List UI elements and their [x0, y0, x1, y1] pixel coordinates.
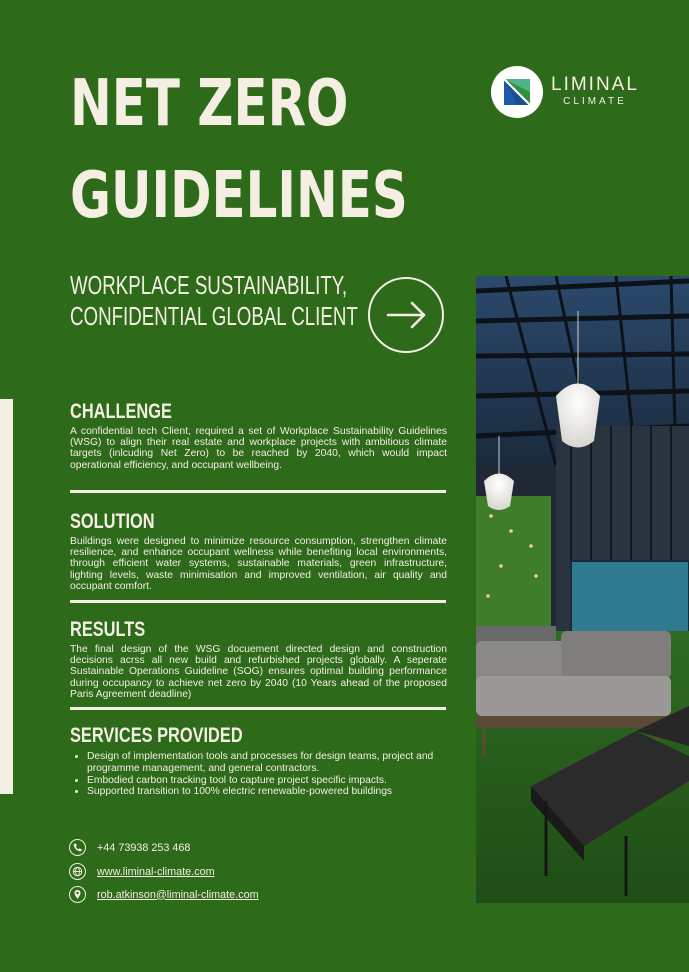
liminal-climate-logo	[491, 66, 639, 118]
contact-website	[69, 863, 215, 880]
office-interior-photo	[476, 276, 689, 903]
title-line-1: NET ZERO	[70, 67, 349, 141]
logo-subtitle: CLIMATE	[563, 96, 627, 107]
logo-name: LIMINAL	[551, 74, 639, 95]
challenge-section	[70, 400, 447, 471]
results-section	[70, 618, 447, 700]
page-title	[70, 58, 408, 242]
title-line-2: GUIDELINES	[70, 159, 408, 233]
solution-heading: SOLUTION	[70, 510, 155, 533]
results-heading: RESULTS	[70, 618, 146, 641]
list-item: • Supported transition to 100% electric renewable-powered buildings	[87, 786, 447, 798]
phone-icon	[69, 839, 86, 856]
location-pin-icon	[69, 886, 86, 903]
list-item: • Embodied carbon tracking tool to capture project specific impacts.	[87, 775, 447, 787]
subtitle-line-2: CONFIDENTIAL GLOBAL CLIENT	[70, 301, 358, 331]
results-body: The final design of the WSG docuement directed design and construction decisions acrss all new build and refurbished projects globally. A seperate Sustainable Operations Guideline (SOG) ensures optimal building performance during occupancy to achieve net zero by 2040 (10 Years ahead of the proposed Paris Agreement deadline)	[70, 644, 447, 700]
section-divider	[70, 707, 446, 710]
services-heading: SERVICES PROVIDED	[70, 724, 243, 747]
contact-phone	[69, 839, 190, 856]
logo-mark-icon	[491, 66, 543, 118]
arrow-right-button[interactable]	[368, 277, 444, 353]
contact-email	[69, 886, 259, 903]
solution-section	[70, 510, 447, 592]
globe-icon	[69, 863, 86, 880]
section-divider	[70, 600, 446, 603]
side-accent-bar	[0, 399, 13, 794]
website-link[interactable]: www.liminal-climate.com	[97, 865, 215, 878]
services-list	[70, 751, 447, 798]
list-item: • Design of implementation tools and processes for design teams, project and programme management, and general contractors.	[87, 751, 447, 775]
project-subtitle	[70, 270, 358, 332]
challenge-body: A confidential tech Client, required a set of Workplace Sustainability Guidelines (WSG) to align their real estate and workplace projects with ambitious climate targets (inlcuding Net Zero) to be reached by 2040, which would impact operational efficiency, and occupant wellbeing.	[70, 426, 447, 471]
section-divider	[70, 490, 446, 493]
solution-body: Buildings were designed to minimize resource consumption, strengthen climate resilience, and enhance occupant wellness while benefiting local environments, through efficient water systems, sustainable materials, green infrastructure, lighting levels, waste minimisation and improved ventilation, air quality and occupant comfort.	[70, 536, 447, 592]
challenge-heading: CHALLENGE	[70, 400, 172, 423]
email-link[interactable]: rob.atkinson@liminal-climate.com	[97, 888, 259, 901]
phone-number: +44 73938 253 468	[97, 841, 191, 854]
services-section	[70, 724, 447, 798]
subtitle-line-1: WORKPLACE SUSTAINABILITY,	[70, 270, 348, 300]
arrow-right-icon	[370, 279, 442, 351]
